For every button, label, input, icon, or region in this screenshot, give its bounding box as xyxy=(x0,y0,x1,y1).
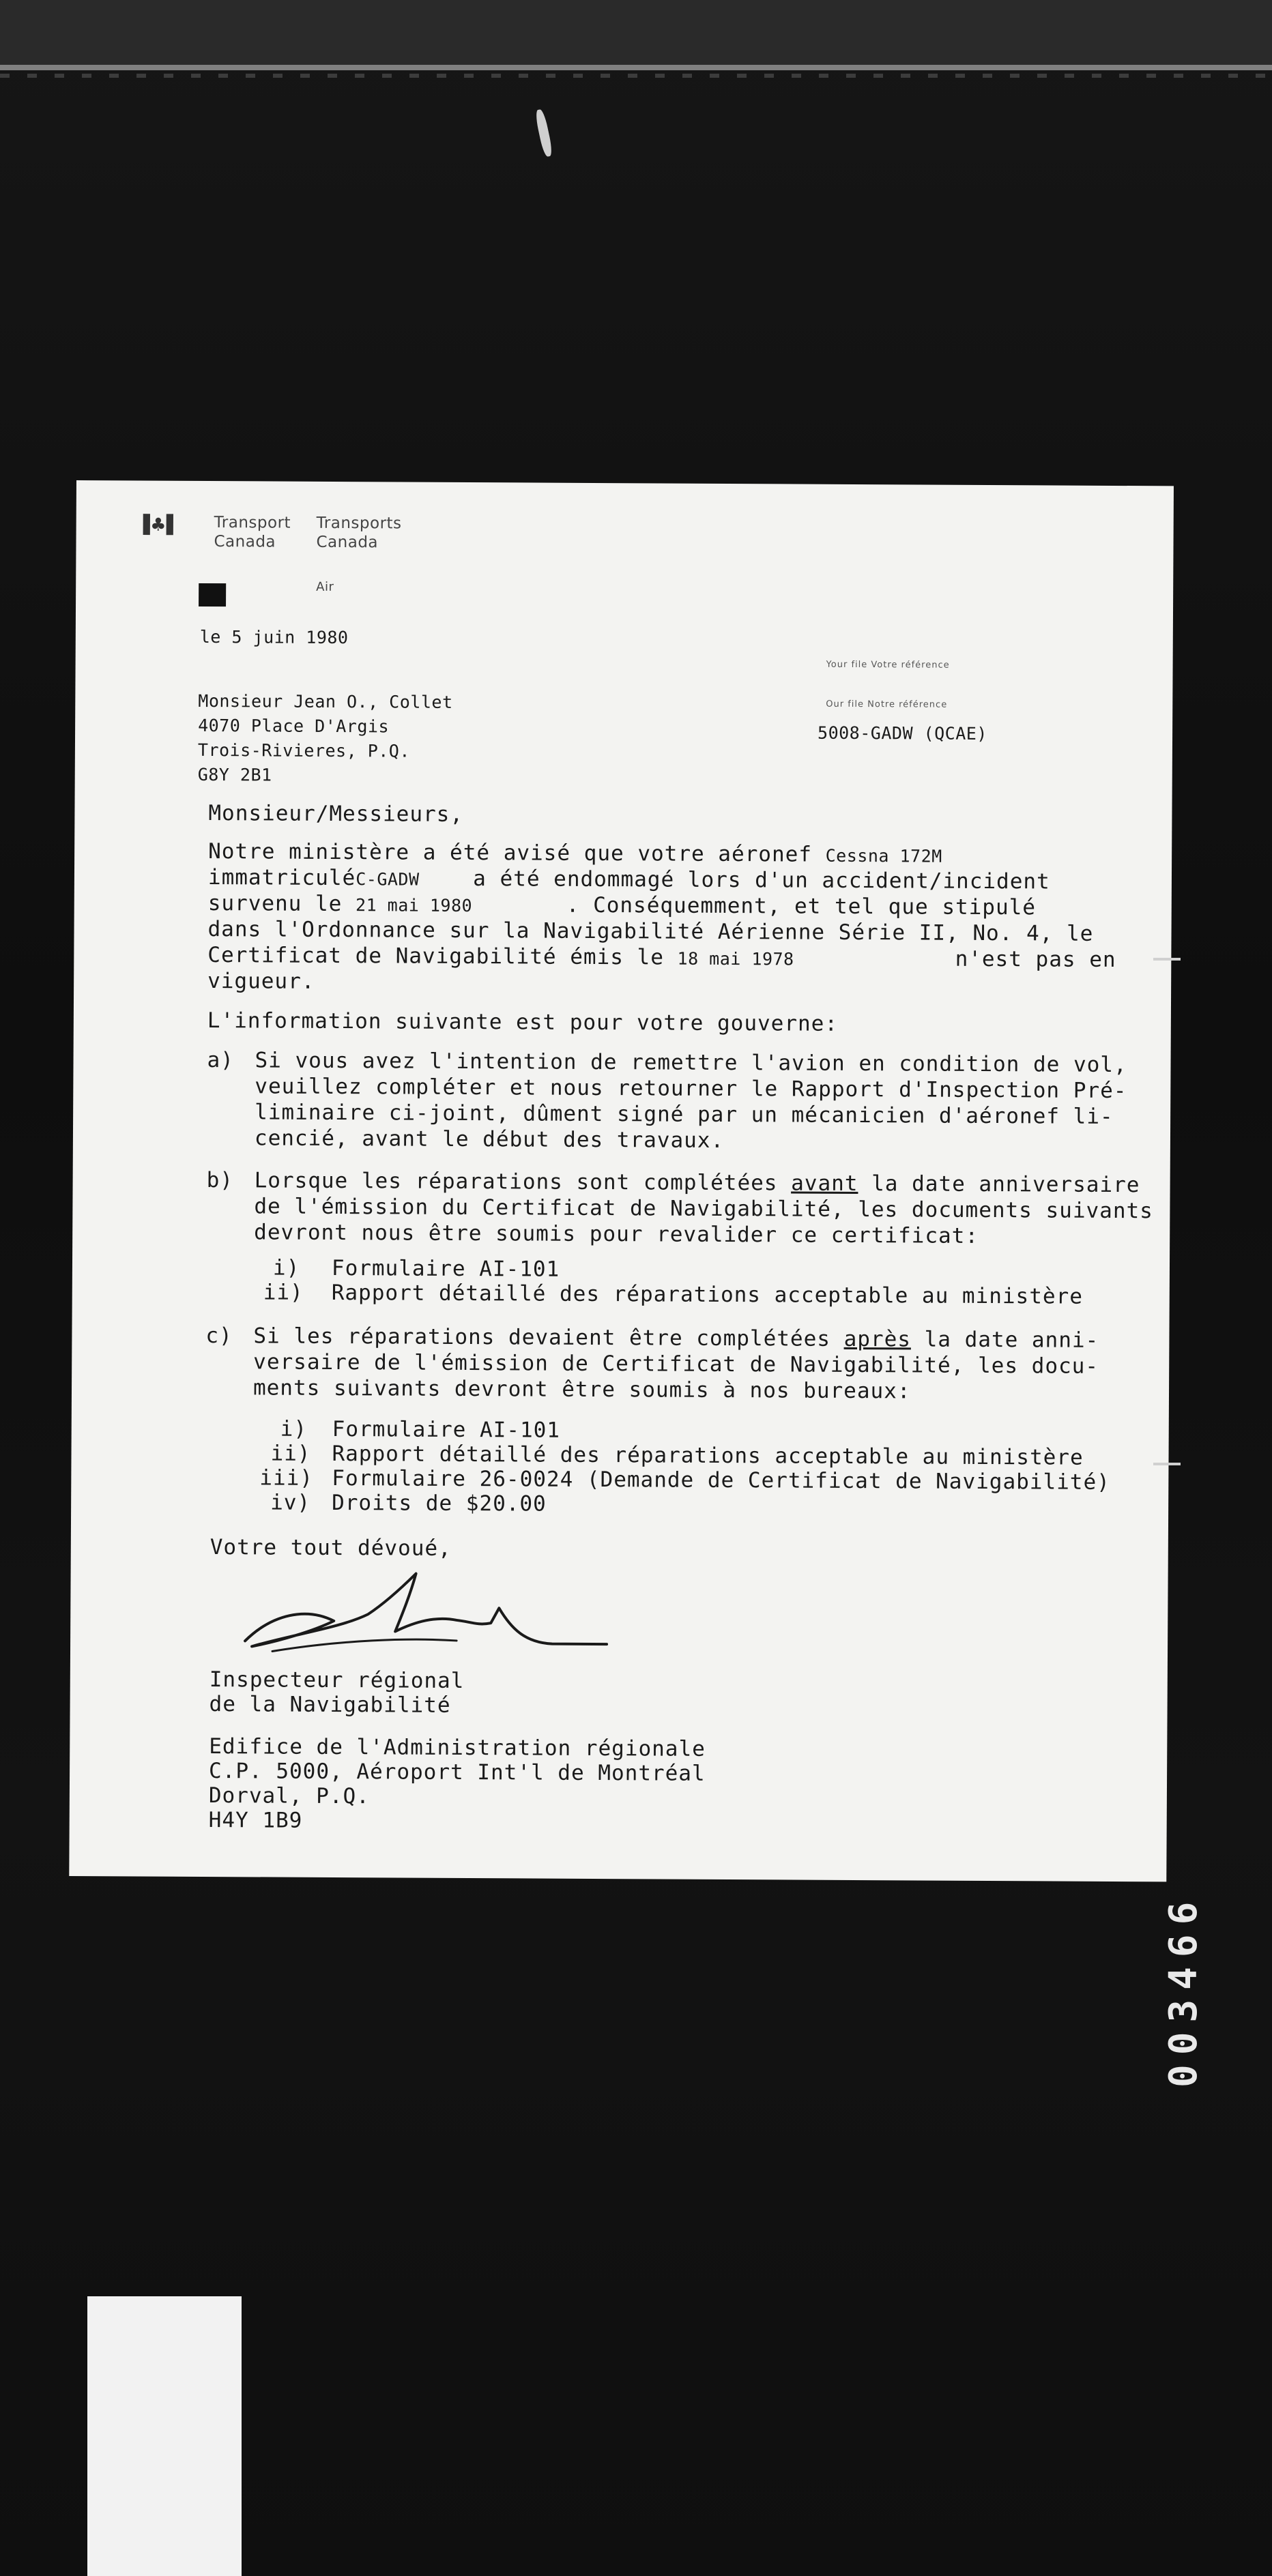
our-ref-value: 5008-GADW (QCAE) xyxy=(818,722,987,744)
sender-address-line-3: Dorval, P.Q. xyxy=(208,1783,370,1809)
letterhead-sub-mark: Air xyxy=(316,579,334,594)
item-a-line: cencié, avant le début des travaux. xyxy=(254,1126,725,1153)
sender-address-line-4: H4Y 1B9 xyxy=(208,1808,303,1833)
item-b-text: la date anniversaire xyxy=(871,1171,1140,1198)
item-c-sub-text: Droits de $20.00 xyxy=(332,1490,547,1517)
item-c-underlined-word: après xyxy=(843,1326,912,1352)
letterhead-dept-en: Transport xyxy=(214,514,291,532)
intro-line-4: dans l'Ordonnance sur la Navigabilité Aérienne Série II, No. 4, le xyxy=(207,917,1094,946)
archive-number: 003466 xyxy=(1161,1892,1206,2088)
item-c-sub-num: ii) xyxy=(270,1441,311,1466)
item-c-text: la date anni- xyxy=(924,1327,1099,1353)
film-edge-line xyxy=(0,65,1272,70)
item-a-line: liminaire ci-joint, dûment signé par un mécanicien d'aéronef li- xyxy=(255,1100,1114,1129)
sender-address-line-1: Edifice de l'Administration régionale xyxy=(209,1734,706,1761)
item-b-letter: b) xyxy=(206,1168,234,1193)
recipient-street: 4070 Place D'Argis xyxy=(198,715,390,737)
item-c-sub-text: Rapport détaillé des réparations acceptable au ministère xyxy=(332,1441,1084,1470)
dust-speck xyxy=(534,108,553,157)
item-b-sub-text: Rapport détaillé des réparations acceptable au ministère xyxy=(331,1280,1084,1309)
item-a-line: Si vous avez l'intention de remettre l'avion en condition de vol, xyxy=(255,1048,1127,1078)
letterhead-country-fr: Canada xyxy=(316,533,379,552)
letterhead-country-en: Canada xyxy=(214,533,276,551)
intro-text: n'est pas en xyxy=(955,946,1116,972)
item-b-text: Lorsque les réparations sont complétées xyxy=(254,1168,778,1196)
your-ref-label: Your file Votre référence xyxy=(826,659,950,671)
item-b-sub-text: Formulaire AI-101 xyxy=(331,1255,560,1282)
sender-address-line-2: C.P. 5000, Aéroport Int'l de Montréal xyxy=(209,1759,706,1786)
certificate-date: 18 mai 1978 xyxy=(677,948,794,969)
canada-flag-logo: ▐♣▌ xyxy=(136,514,181,536)
our-ref-label: Our file Notre référence xyxy=(826,699,948,710)
info-line: L'information suivante est pour votre gouverne: xyxy=(207,1008,839,1036)
film-top-band xyxy=(0,0,1272,65)
item-b-line-3: devront nous être soumis pour revalider ce certificat: xyxy=(254,1220,979,1248)
margin-tick xyxy=(1153,958,1181,961)
item-c-sub-text: Formulaire AI-101 xyxy=(332,1416,561,1443)
item-b-sub-num: i) xyxy=(272,1255,300,1280)
item-a-letter: a) xyxy=(207,1048,234,1073)
intro-text: survenu le xyxy=(207,891,343,917)
film-edge-dots xyxy=(0,74,1272,78)
intro-line-6: vigueur. xyxy=(207,969,315,994)
letter-page xyxy=(69,480,1174,1882)
intro-text: a été endommagé lors d'un accident/incident xyxy=(473,866,1050,894)
signer-title-1: Inspecteur régional xyxy=(209,1667,465,1693)
item-c-line-3: ments suivants devront être soumis à nos bureaux: xyxy=(252,1375,911,1404)
redaction-box xyxy=(199,583,226,606)
item-c-text: Si les réparations devaient être complétées xyxy=(253,1323,831,1351)
item-c-line-2: versaire de l'émission de Certificat de Navigabilité, les docu- xyxy=(253,1349,1099,1379)
intro-text: . Conséquemment, et tel que stipulé xyxy=(566,892,1037,920)
item-b-underlined-word: avant xyxy=(791,1171,858,1197)
margin-tick xyxy=(1153,1463,1181,1465)
item-a-line: veuillez compléter et nous retourner le Rapport d'Inspection Pré- xyxy=(255,1074,1127,1104)
recipient-name: Monsieur Jean O., Collet xyxy=(198,690,453,712)
intro-line-2 xyxy=(208,867,1050,892)
item-c-sub-num: i) xyxy=(280,1416,308,1441)
closing: Votre tout dévoué, xyxy=(209,1535,452,1561)
intro-text: immatriculé xyxy=(207,865,356,891)
aircraft-type: Cessna 172M xyxy=(825,845,942,866)
intro-line-5 xyxy=(207,945,1116,971)
incident-date: 21 mai 1980 xyxy=(355,895,473,916)
film-leader-strip xyxy=(87,2296,242,2576)
item-b-sub-num: ii) xyxy=(263,1280,304,1305)
handwritten-signature xyxy=(231,1566,614,1663)
item-c-letter: c) xyxy=(205,1323,233,1349)
item-c-sub-num: iv) xyxy=(270,1490,311,1515)
aircraft-registration: C-GADW xyxy=(356,869,420,890)
letter-date: le 5 juin 1980 xyxy=(199,626,349,648)
intro-line-3 xyxy=(208,893,1036,918)
signer-title-2: de la Navigabilité xyxy=(209,1692,451,1718)
archive-number-stamp xyxy=(1161,1842,1216,2101)
salutation: Monsieur/Messieurs, xyxy=(208,801,464,827)
intro-text: Certificat de Navigabilité émis le xyxy=(207,943,665,970)
item-c-sub-num: iii) xyxy=(259,1465,314,1491)
intro-line-1 xyxy=(208,841,942,866)
item-c-sub-text: Formulaire 26-0024 (Demande de Certificat de Navigabilité) xyxy=(332,1465,1110,1495)
letterhead-dept-fr: Transports xyxy=(316,514,402,533)
intro-text: Notre ministère a été avisé que votre aéronef xyxy=(208,839,813,867)
recipient-postal: G8Y 2B1 xyxy=(197,764,272,785)
item-c-line-1 xyxy=(253,1323,1099,1353)
item-b-line-2: de l'émission du Certificat de Navigabilité, les documents suivants xyxy=(254,1194,1153,1224)
recipient-city: Trois-Rivieres, P.Q. xyxy=(197,740,411,761)
item-b-line-1 xyxy=(255,1170,1140,1196)
